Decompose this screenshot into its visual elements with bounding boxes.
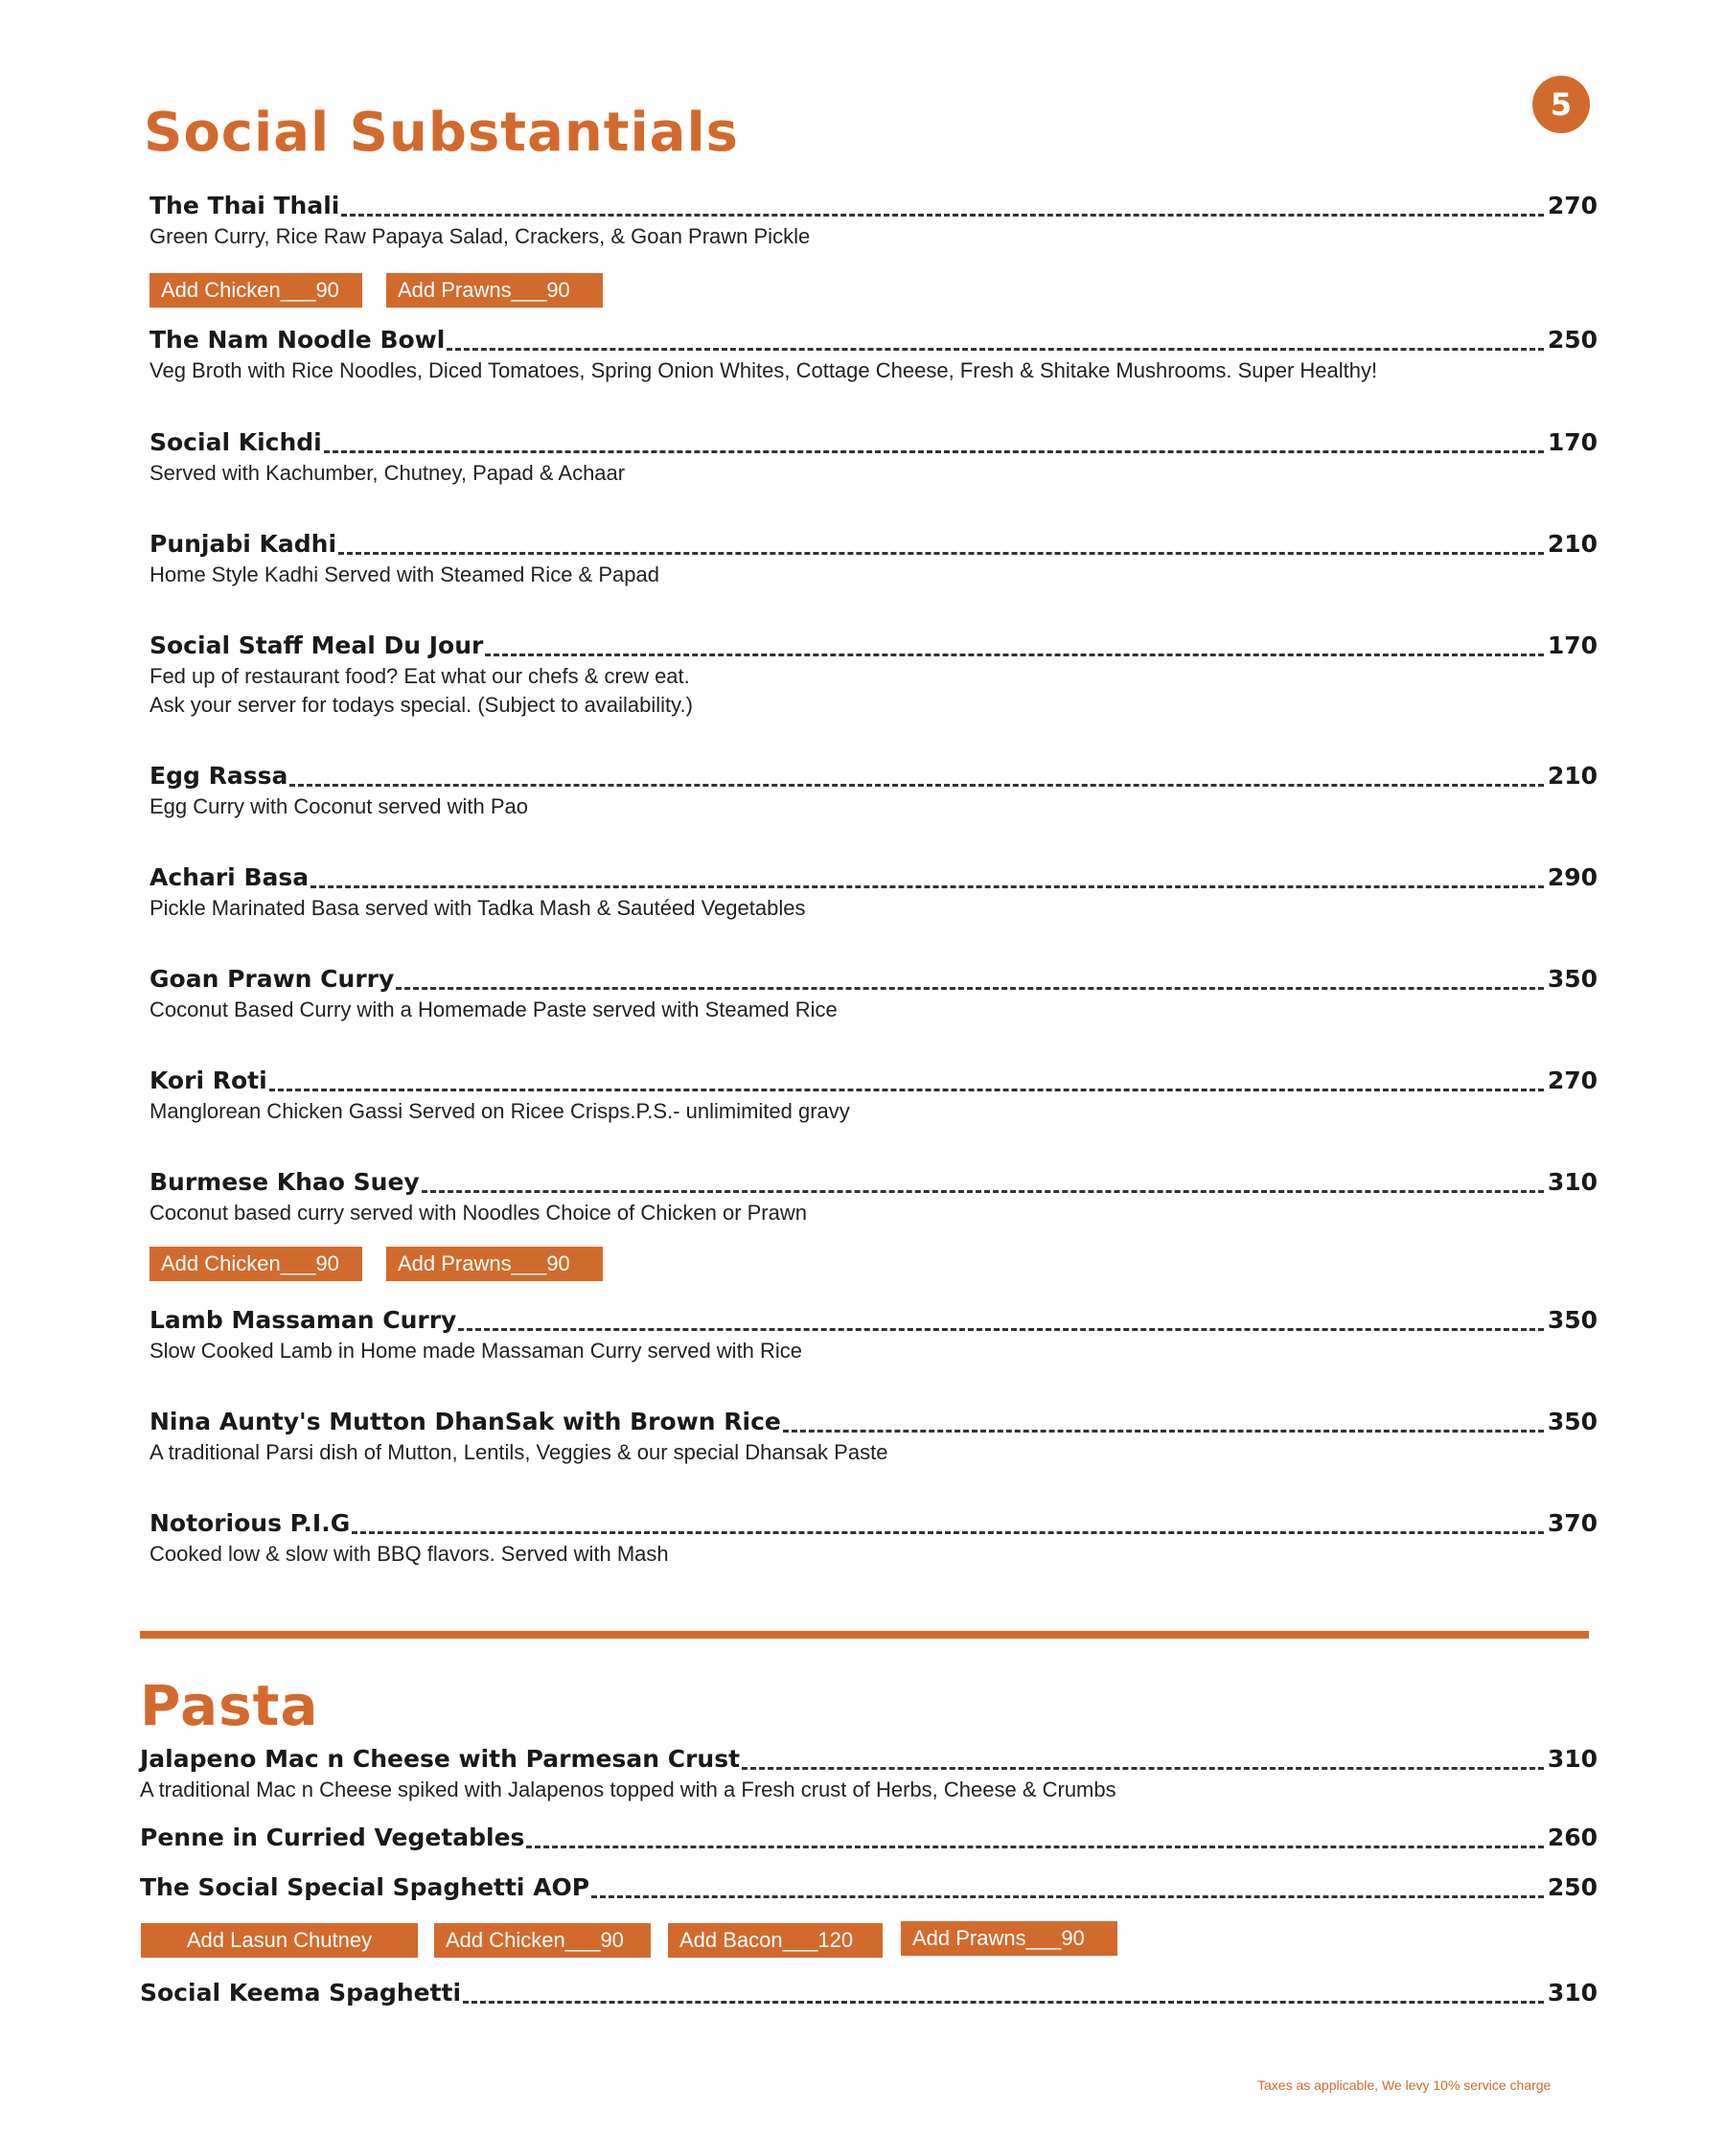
dotted-leader xyxy=(269,1089,1544,1091)
item-name: Nina Aunty's Mutton DhanSak with Brown Rice xyxy=(150,1408,781,1435)
dotted-leader xyxy=(783,1430,1544,1433)
item-name: The Thai Thali xyxy=(150,192,340,219)
page-number-badge: 5 xyxy=(1532,76,1590,133)
item-description: Served with Kachumber, Chutney, Papad & Achaar xyxy=(150,461,626,485)
section-title-pasta: Pasta xyxy=(140,1673,319,1738)
addon-bacon: Add Bacon___120 xyxy=(668,1923,883,1958)
menu-item xyxy=(150,1065,1598,1126)
menu-item xyxy=(150,426,1598,488)
item-name: Penne in Curried Vegetables xyxy=(140,1823,525,1851)
item-description: Cooked low & slow with BBQ flavors. Served with Mash xyxy=(150,1542,669,1566)
item-name: Lamb Massaman Curry xyxy=(150,1306,457,1334)
item-price: 210 xyxy=(1547,530,1598,558)
item-price: 350 xyxy=(1547,965,1598,993)
menu-item xyxy=(150,190,1598,251)
item-price: 310 xyxy=(1547,1168,1598,1196)
item-name: Goan Prawn Curry xyxy=(150,965,395,993)
footer-note: Taxes as applicable, We levy 10% service charge xyxy=(1257,2077,1552,2093)
item-name: The Nam Noodle Bowl xyxy=(150,326,446,354)
item-price: 350 xyxy=(1547,1306,1598,1334)
item-name: The Social Special Spaghetti AOP xyxy=(140,1873,590,1901)
item-price: 310 xyxy=(1547,1745,1598,1773)
item-price: 170 xyxy=(1547,428,1598,456)
item-description: Pickle Marinated Basa served with Tadka Mash & Sautéed Vegetables xyxy=(150,896,806,920)
menu-item xyxy=(140,1743,1598,1804)
menu-item xyxy=(150,760,1598,821)
dotted-leader xyxy=(591,1895,1544,1898)
item-description: Home Style Kadhi Served with Steamed Rice & Papad xyxy=(150,562,659,586)
dotted-leader xyxy=(324,450,1544,453)
menu-item xyxy=(150,1406,1598,1467)
dotted-leader xyxy=(310,885,1544,888)
item-name: Social Staff Meal Du Jour xyxy=(150,631,484,659)
menu-item xyxy=(150,1166,1598,1227)
item-description: A traditional Parsi dish of Mutton, Lentils, Veggies & our special Dhansak Paste xyxy=(150,1440,888,1464)
item-price: 210 xyxy=(1547,762,1598,790)
addon-chicken: Add Chicken___90 xyxy=(150,1247,362,1281)
item-description: Egg Curry with Coconut served with Pao xyxy=(150,794,528,818)
item-price: 270 xyxy=(1547,1067,1598,1094)
item-price: 370 xyxy=(1547,1509,1598,1537)
item-price: 250 xyxy=(1547,1873,1598,1901)
item-description: Coconut based curry served with Noodles Choice of Chicken or Prawn xyxy=(150,1201,807,1225)
dotted-leader xyxy=(526,1846,1543,1848)
menu-item xyxy=(150,1304,1598,1365)
addon-lasun-chutney: Add Lasun Chutney xyxy=(141,1923,418,1958)
dotted-leader xyxy=(463,2001,1544,2004)
menu-item xyxy=(150,1507,1598,1569)
item-description: Coconut Based Curry with a Homemade Paste served with Steamed Rice xyxy=(150,998,838,1021)
item-description: Veg Broth with Rice Noodles, Diced Tomatoes, Spring Onion Whites, Cottage Cheese, Fresh & Shitake Mushrooms. Super Healthy! xyxy=(150,358,1378,382)
addon-chicken: Add Chicken___90 xyxy=(150,273,362,308)
item-name: Punjabi Kadhi xyxy=(150,530,337,558)
item-description-line-2: Ask your server for todays special. (Subject to availability.) xyxy=(150,693,693,717)
dotted-leader xyxy=(422,1190,1544,1193)
menu-item xyxy=(140,1871,1598,1904)
menu-item xyxy=(140,1822,1598,1854)
addon-prawns: Add Prawns___90 xyxy=(901,1921,1117,1956)
item-description: Fed up of restaurant food? Eat what our chefs & crew eat. xyxy=(150,664,690,688)
dotted-leader xyxy=(447,348,1543,351)
item-description: A traditional Mac n Cheese spiked with Jalapenos topped with a Fresh crust of Herbs, Cheese & Crumbs xyxy=(140,1778,1116,1801)
addon-chicken: Add Chicken___90 xyxy=(434,1923,651,1958)
dotted-leader xyxy=(352,1531,1544,1534)
item-price: 250 xyxy=(1547,326,1598,354)
item-name: Social Kichdi xyxy=(150,428,322,456)
menu-item xyxy=(150,963,1598,1024)
item-price: 310 xyxy=(1547,1979,1598,2007)
dotted-leader xyxy=(338,552,1544,555)
item-name: Burmese Khao Suey xyxy=(150,1168,420,1196)
item-price: 290 xyxy=(1547,863,1598,891)
item-name: Social Keema Spaghetti xyxy=(140,1979,462,2007)
addon-prawns: Add Prawns___90 xyxy=(386,273,603,308)
item-name: Jalapeno Mac n Cheese with Parmesan Crust xyxy=(140,1745,741,1773)
dotted-leader xyxy=(458,1328,1543,1331)
dotted-leader xyxy=(396,987,1544,990)
item-description: Green Curry, Rice Raw Papaya Salad, Crackers, & Goan Prawn Pickle xyxy=(150,224,811,248)
menu-item xyxy=(150,528,1598,589)
item-price: 270 xyxy=(1547,192,1598,219)
dotted-leader xyxy=(485,654,1543,656)
item-name: Notorious P.I.G xyxy=(150,1509,351,1537)
menu-item xyxy=(150,630,1598,720)
item-name: Egg Rassa xyxy=(150,762,288,790)
addon-prawns: Add Prawns___90 xyxy=(386,1247,603,1281)
item-price: 170 xyxy=(1547,631,1598,659)
item-description: Manglorean Chicken Gassi Served on Ricee Crisps.P.S.- unlimimited gravy xyxy=(150,1099,850,1123)
menu-item xyxy=(150,861,1598,923)
item-price: 350 xyxy=(1547,1408,1598,1435)
section-divider xyxy=(140,1631,1589,1639)
item-price: 260 xyxy=(1547,1823,1598,1851)
dotted-leader xyxy=(341,214,1543,217)
dotted-leader xyxy=(289,784,1543,787)
menu-item xyxy=(140,1977,1598,2009)
menu-item xyxy=(150,324,1598,385)
item-name: Achari Basa xyxy=(150,863,310,891)
section-title-substantials: Social Substantials xyxy=(144,102,739,164)
item-name: Kori Roti xyxy=(150,1067,267,1094)
dotted-leader xyxy=(742,1767,1544,1770)
item-description: Slow Cooked Lamb in Home made Massaman Curry served with Rice xyxy=(150,1339,803,1363)
